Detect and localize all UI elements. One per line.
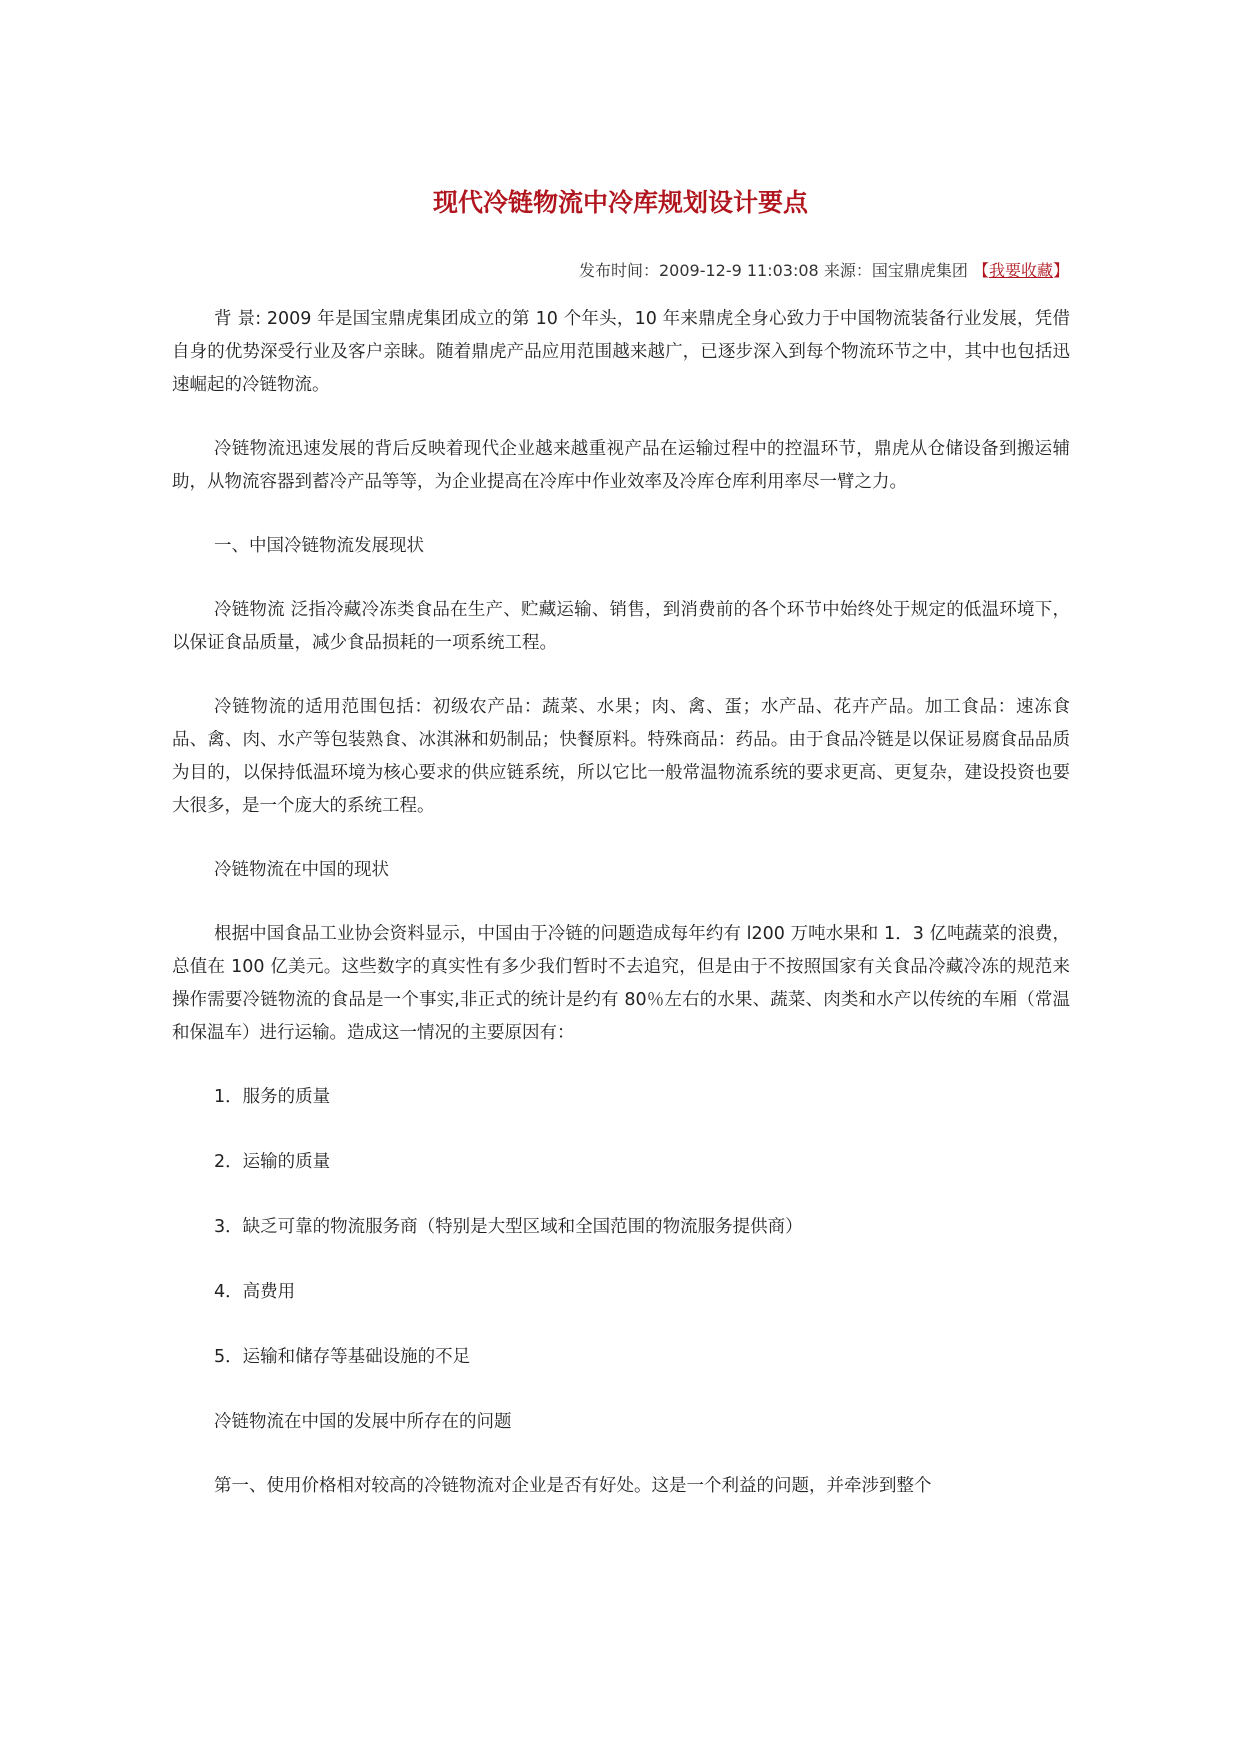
paragraph-cold-chain-development: 冷链物流迅速发展的背后反映着现代企业越来越重视产品在运输过程中的控温环节，鼎虎从仓储设备到搬运辅助，从物流容器到蓄冷产品等等，为企业提高在冷库中作业效率及冷库仓库利用率尽一臂之力。 <box>172 439 1070 492</box>
paragraph-first-problem: 第一、使用价格相对较高的冷链物流对企业是否有好处。这是一个利益的问题，并牵涉到整个 <box>214 1476 932 1496</box>
paragraph-scope: 冷链物流的适用范围包括：初级农产品：蔬菜、水果；肉、禽、蛋；水产品、花卉产品。加工食品：速冻食品、禽、肉、水产等包装熟食、冰淇淋和奶制品；快餐原料。特殊商品：药品。由于食品冷链是以保证易腐食品品质为目的，以保持低温环境为核心要求的供应链系统，所以它比一般常温物流系统的要求更高、更复杂，建设投资也要大很多，是一个庞大的系统工程。 <box>172 697 1070 816</box>
subheading-problems: 冷链物流在中国的发展中所存在的问题 <box>214 1412 512 1432</box>
paragraph-background: 背 景: 2009 年是国宝鼎虎集团成立的第 10 个年头，10 年来鼎虎全身心致力于中国物流装备行业发展，凭借自身的优势深受行业及客户亲睐。随着鼎虎产品应用范围越来越广，已逐步深入到每个物流环节之中，其中也包括迅速崛起的冷链物流。 <box>172 309 1070 395</box>
favorite-bracket-open: 【 <box>972 261 989 280</box>
favorite-bracket-close: 】 <box>1052 261 1069 280</box>
section-heading-status: 一、中国冷链物流发展现状 <box>214 536 424 556</box>
paragraph-definition: 冷链物流 泛指冷藏冷冻类食品在生产、贮藏运输、销售，到消费前的各个环节中始终处于规定的低温环境下，以保证食品质量，减少食品损耗的一项系统工程。 <box>172 600 1070 653</box>
article-meta <box>579 259 1069 283</box>
source-label: 来源： <box>823 261 872 280</box>
list-item: 5．运输和储存等基础设施的不足 <box>214 1347 471 1367</box>
article-title: 现代冷链物流中冷库规划设计要点 <box>432 188 808 217</box>
article-body <box>172 303 1070 1534</box>
publish-label: 发布时间： <box>578 261 659 280</box>
list-item: 3．缺乏可靠的物流服务商（特别是大型区域和全国范围的物流服务提供商） <box>214 1217 803 1237</box>
subheading-china-status: 冷链物流在中国的现状 <box>214 860 389 880</box>
list-item: 4．高费用 <box>214 1282 296 1302</box>
list-item: 2．运输的质量 <box>214 1152 331 1172</box>
paragraph-statistics: 根据中国食品工业协会资料显示，中国由于冷链的问题造成每年约有 l200 万吨水果和 1．3 亿吨蔬菜的浪费，总值在 100 亿美元。这些数字的真实性有多少我们暂时不去追究，但是由于不按照国家有关食品冷藏冷冻的规范来操作需要冷链物流的食品是一个事实,非正式的统计是约有 80％左右的水果、蔬菜、肉类和水产以传统的车厢（常温和保温车）进行运输。造成这一情况的主要原因有： <box>172 924 1070 1043</box>
publish-time: 2009-12-9 11:03:08 <box>658 261 819 280</box>
favorite-link[interactable]: 我要收藏 <box>988 261 1053 280</box>
list-item: 1．服务的质量 <box>214 1087 331 1107</box>
favorite-wrapper <box>973 261 1069 280</box>
source-name: 国宝鼎虎集团 <box>871 261 968 280</box>
